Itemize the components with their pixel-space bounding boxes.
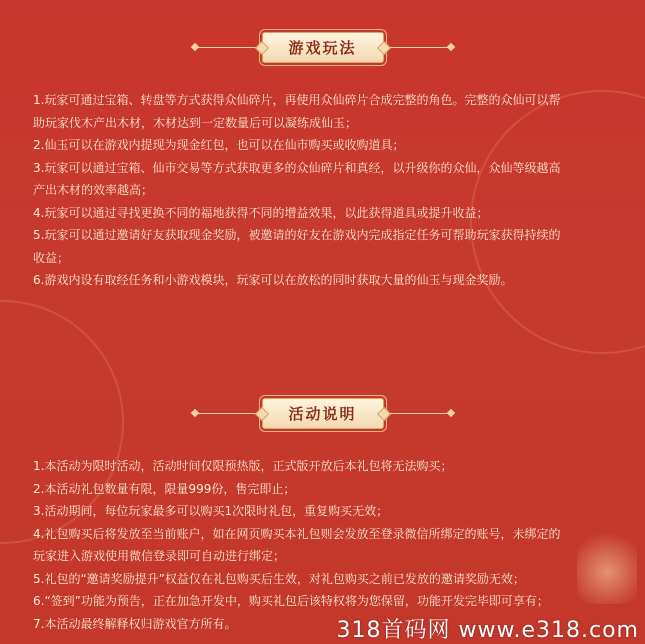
rule-line: 3.活动期间，每位玩家最多可以购买1次限时礼包，重复购买无效； (33, 504, 389, 518)
section-title-label: 游戏玩法 (261, 32, 383, 63)
rule-line: 4.玩家可以通过寻找更换不同的福地获得不同的增益效果，以此获得道具或提升收益； (33, 205, 489, 220)
section-title-label: 活动说明 (261, 398, 383, 429)
rule-line: 玩家进入游戏使用微信登录即可自动进行绑定； (33, 549, 286, 563)
rule-line: 4.礼包购买后将发放至当前账户，如在网页购买本礼包则会发放至登录微信所绑定的账号，未绑定的 (33, 526, 561, 541)
section-title-gameplay (197, 32, 447, 63)
rule-line: 收益； (33, 250, 70, 265)
rule-line: 2.仙玉可以在游戏内提现为现金红包，也可以在仙市购买或收购道具； (33, 138, 405, 152)
title-ornament-right (390, 47, 448, 48)
title-ornament-left (197, 47, 255, 48)
title-ornament-right (390, 413, 448, 414)
rule-line: 助玩家伐木产出木材，木材达到一定数量后可以凝练成仙玉； (33, 115, 358, 130)
activity-rules (33, 455, 618, 635)
rule-line: 1.玩家可通过宝箱、转盘等方式获得众仙碎片，再使用众仙碎片合成完整的角色。完整的众仙可以帮 (33, 93, 561, 107)
rule-line: 6.“签到”功能为预告，正在加急开发中，购买礼包后该特权将为您保留，功能开发完毕即可享有； (33, 594, 549, 608)
rule-line: 1.本活动为限时活动，活动时间仅限预热版，正式版开放后本礼包将无法购买； (33, 459, 453, 473)
rule-line: 5.玩家可以通过邀请好友获取现金奖励，被邀请的好友在游戏内完成指定任务可帮助玩家获得持续的 (33, 228, 561, 242)
rule-line: 产出木材的效率越高； (33, 183, 154, 197)
rule-line: 7.本活动最终解释权归游戏官方所有。 (33, 616, 237, 631)
site-watermark: 318首码网 www.e318.com (336, 618, 639, 643)
gameplay-rules (33, 89, 618, 292)
rule-line: 5.礼包的“邀请奖励提升”权益仅在礼包购买后生效，对礼包购买之前已发放的邀请奖励无效； (33, 571, 525, 586)
title-ornament-left (197, 413, 255, 414)
rule-line: 3.玩家可以通过宝箱、仙市交易等方式获取更多的众仙碎片和真经，以升级你的众仙，众仙等级越高 (33, 160, 561, 175)
section-title-activity (197, 398, 447, 429)
rule-line: 6.游戏内设有取经任务和小游戏模块，玩家可以在放松的同时获取大量的仙玉与现金奖励。 (33, 273, 513, 287)
rule-line: 2.本活动礼包数量有限，限量999份，售完即止； (33, 481, 296, 496)
